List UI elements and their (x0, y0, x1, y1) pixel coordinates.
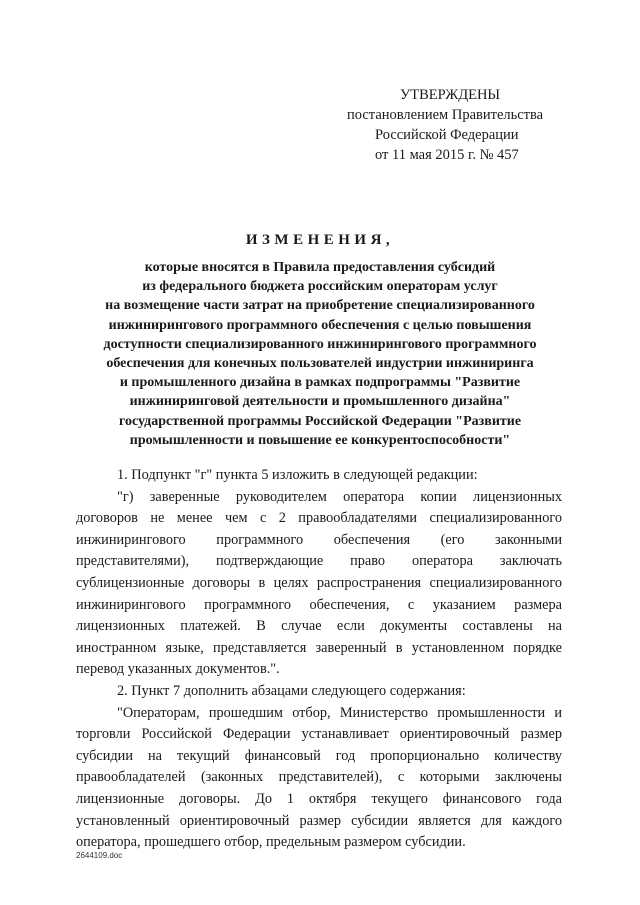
approval-date: от 11 мая 2015 г. № 457 (375, 147, 519, 163)
document-title: ИЗМЕНЕНИЯ, (245, 232, 395, 248)
document-body (76, 465, 562, 854)
subtitle-line: на возмещение части затрат на приобретение специализированного (105, 298, 535, 314)
approval-line: постановлением Правительства (347, 107, 544, 123)
document-subtitle (80, 258, 560, 450)
approval-block (330, 85, 580, 165)
subtitle-line: государственной программы Российской Федерации "Развитие (118, 413, 522, 429)
subtitle-line: которые вносятся в Правила предоставления субсидий (144, 260, 496, 275)
paragraph: "г) заверенные руководителем оператора копии лицензионных договоров не менее чем с 2 правообладателями специализированного инжинирингового программного обеспечения (его законными представителями), подтверждающие право оператора заключать сублицензионные договоры в целях распространения специализированного инжинирингового программного обеспечения, с указанием размера лицензионных платежей. В случае если документы составлены на иностранном языке, представляется заверенный в установленном порядке перевод указанных документов.". (76, 488, 562, 678)
paragraph: 2. Пункт 7 дополнить абзацами следующего содержания: (117, 682, 466, 699)
subtitle-line: доступности специализированного инжинирингового программного (103, 336, 537, 352)
approval-line: Российской Федерации (375, 127, 519, 143)
subtitle-line: обеспечения для конечных пользователей индустрии инжиниринга (106, 356, 534, 372)
paragraph: 1. Подпункт "г" пункта 5 изложить в следующей редакции: (117, 467, 478, 483)
paragraph: "Операторам, прошедшим отбор, Министерство промышленности и торговли Российской Федерации устанавливает ориентировочный размер субсидии на текущий финансовый год пропорционально количеству правообладателей (законных представителей), с которыми заключены лицензионные договоры. До 1 октября текущего финансового года установленный ориентировочный размер субсидии является для каждого оператора, прошедшего отбор, предельным размером субсидии. (76, 704, 562, 851)
subtitle-line: инжинирингового программного обеспечения с целью повышения (108, 317, 532, 333)
subtitle-line: и промышленного дизайна в рамках подпрограммы "Развитие (119, 375, 521, 391)
subtitle-line: промышленности и повышение ее конкурентоспособности" (129, 432, 511, 448)
approval-heading: УТВЕРЖДЕНЫ (400, 87, 501, 103)
subtitle-line: из федерального бюджета российским операторам услуг (142, 279, 498, 295)
file-name-footer: 2644109.doc (76, 851, 123, 860)
subtitle-line: инжиниринговой деятельности и промышленного дизайна" (129, 394, 511, 410)
